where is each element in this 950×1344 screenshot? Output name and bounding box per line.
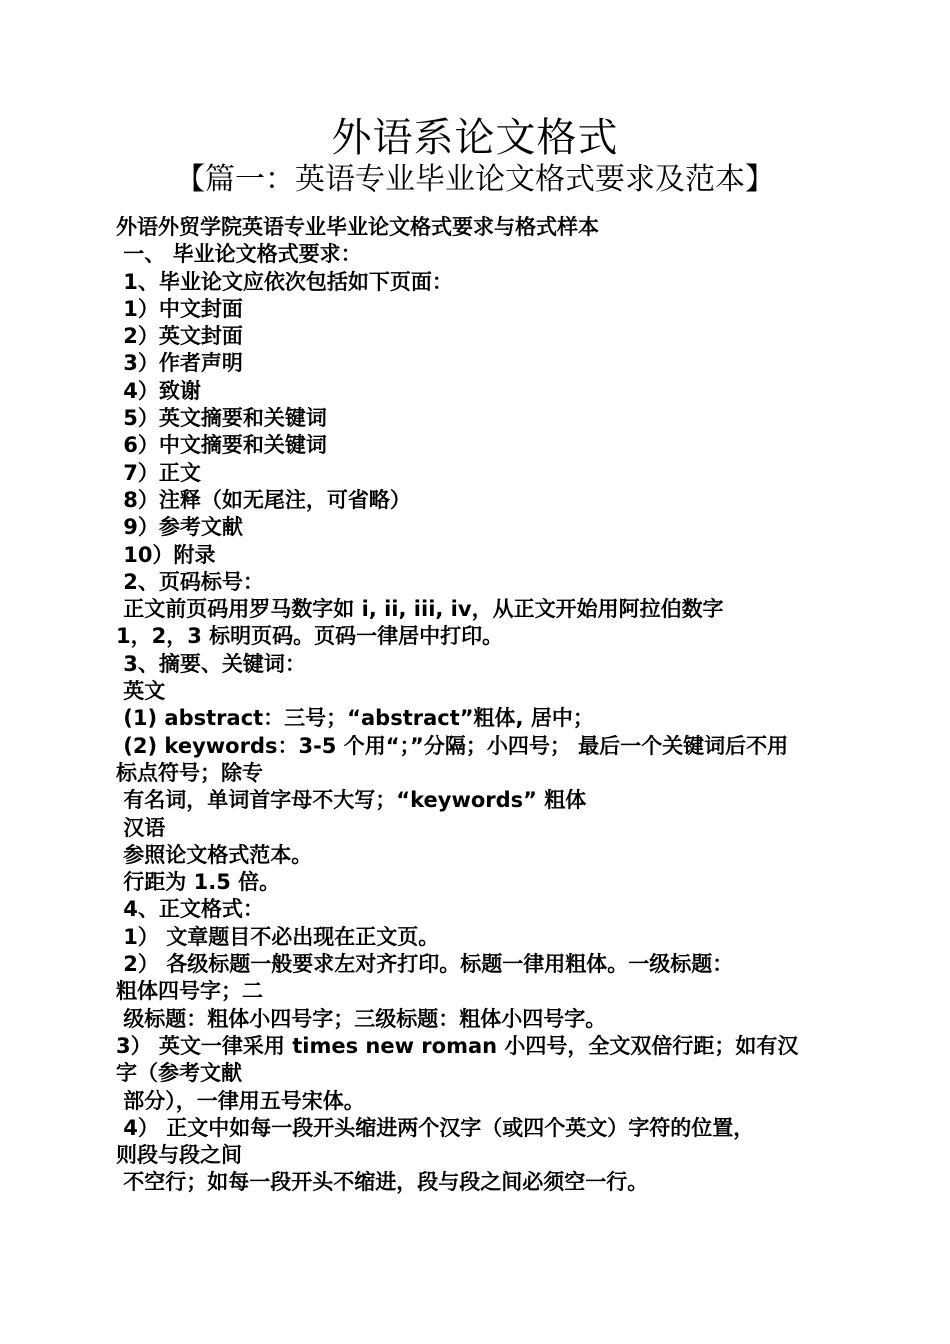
document-title: 外语系论文格式 xyxy=(331,115,619,161)
text-line: 一、 毕业论文格式要求： xyxy=(116,242,362,267)
text-line: 9）参考文献 xyxy=(116,515,243,540)
document-body xyxy=(116,214,916,1197)
text-line: (1) abstract：三号；“abstract”粗体, 居中； xyxy=(116,706,594,731)
text-line: 1，2，3 标明页码。页码一律居中打印。 xyxy=(116,624,504,649)
text-line: 有名词，单词首字母不大写；“keywords” 粗体 xyxy=(116,788,587,813)
text-line: 正文前页码用罗马数字如 i, ii, iii, iv，从正文开始用阿拉伯数字 xyxy=(116,597,724,622)
text-line: 汉语 xyxy=(116,815,166,840)
text-line: 2、页码标号： xyxy=(116,569,264,594)
text-line: 行距为 1.5 倍。 xyxy=(116,870,281,895)
text-line: 8）注释（如无尾注，可省略） xyxy=(116,487,411,512)
text-line: 标点符号；除专 xyxy=(116,760,263,785)
text-line: 3） 英文一律采用 times new roman 小四号，全文双倍行距；如有汉 xyxy=(116,1033,799,1058)
text-line: 6）中文摘要和关键词 xyxy=(116,433,327,458)
text-line: 字（参考文献 xyxy=(116,1061,242,1086)
text-line: 2） 各级标题一般要求左对齐打印。标题一律用粗体。一级标题： xyxy=(116,952,734,977)
text-line: 1）中文封面 xyxy=(116,296,243,321)
text-line: 1） 文章题目不必出现在正文页。 xyxy=(116,924,440,949)
text-line: 5）英文摘要和关键词 xyxy=(116,406,327,431)
text-line: 4、正文格式： xyxy=(116,897,264,922)
text-line: 外语外贸学院英语专业毕业论文格式要求与格式样本 xyxy=(116,215,599,239)
text-line: 部分），一律用五号宋体。 xyxy=(116,1088,365,1113)
text-line: 英文 xyxy=(116,679,166,704)
text-line: 粗体四号字；二 xyxy=(116,979,263,1004)
text-line: 4） 正文中如每一段开头缩进两个汉字（或四个英文）字符的位置， xyxy=(116,1115,755,1140)
text-line: 10）附录 xyxy=(116,542,216,567)
text-line: 不空行；如每一段开头不缩进，段与段之间必须空一行。 xyxy=(116,1170,649,1195)
text-line: 7）正文 xyxy=(116,460,201,485)
text-line: 2）英文封面 xyxy=(116,324,243,349)
document-subtitle: 【篇一：英语专业毕业论文格式要求及范本】 xyxy=(175,162,775,197)
text-line: 参照论文格式范本。 xyxy=(116,842,313,867)
text-line: 3、摘要、关键词： xyxy=(116,651,306,676)
text-line: 3）作者声明 xyxy=(116,351,243,376)
text-line: (2) keywords：3-5 个用“；”分隔；小四号； 最后一个关键词后不用 xyxy=(116,733,789,758)
text-line: 4）致谢 xyxy=(116,378,201,403)
text-line: 1、毕业论文应依次包括如下页面： xyxy=(116,269,453,294)
text-line: 级标题：粗体小四号字；三级标题：粗体小四号字。 xyxy=(116,1006,607,1031)
text-line: 则段与段之间 xyxy=(116,1143,242,1168)
